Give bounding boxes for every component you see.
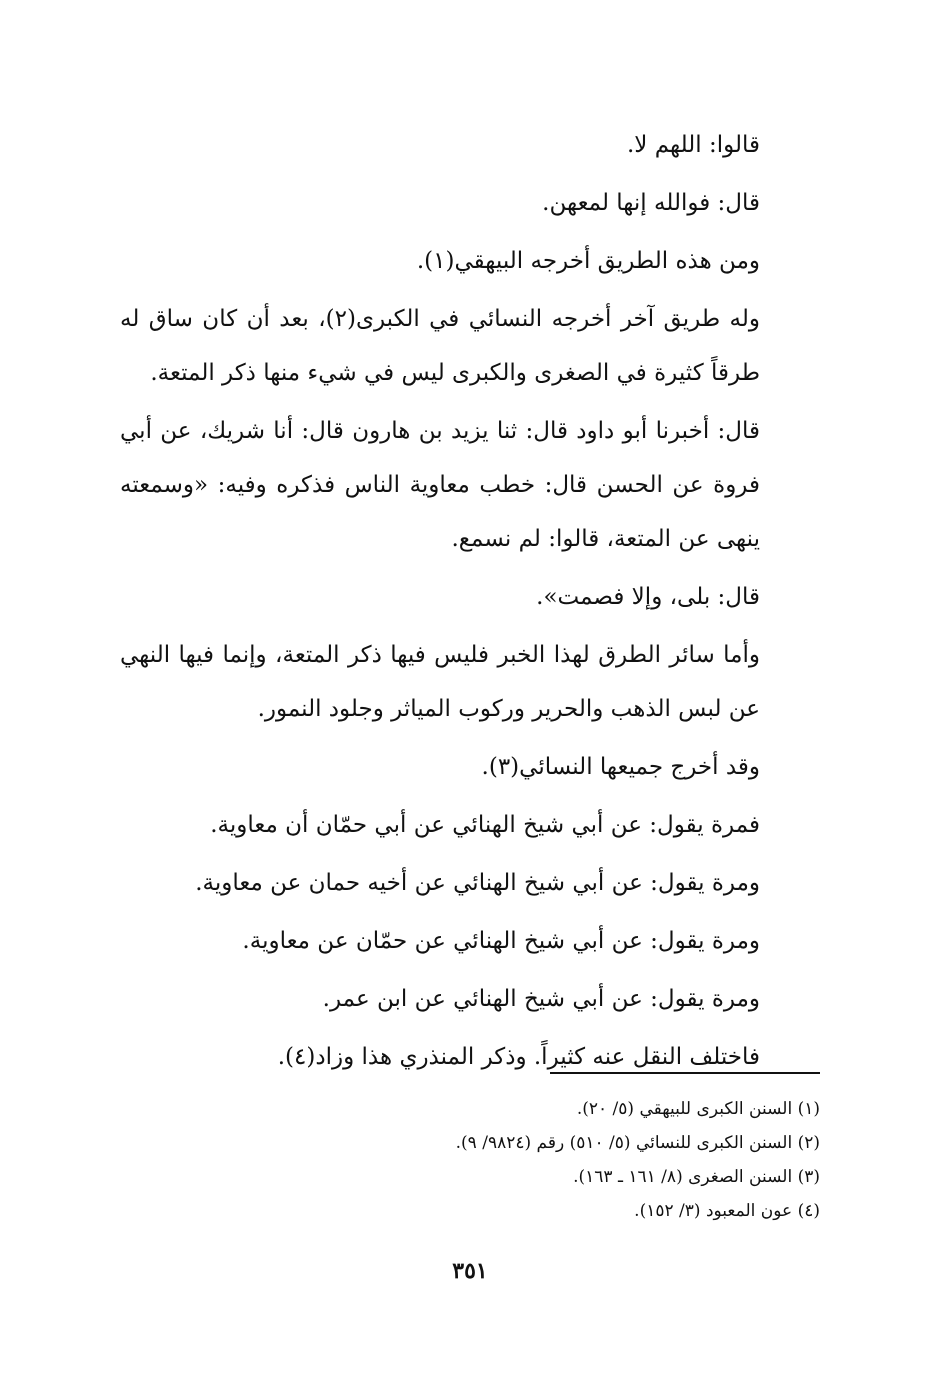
footnote: (١) السنن الكبرى للبيهقي (٥/ ٢٠). bbox=[576, 1099, 820, 1119]
paragraph: قال: أخبرنا أبو داود قال: ثنا يزيد بن هارون قال: أنا شريك، عن أبي فروة عن الحسن قال: خطب معاوية الناس فذكره وفيه: «وسمعته ينهى عن المتعة، قالوا: لم نسمع. bbox=[120, 418, 760, 552]
paragraph: قال: بلى، وإلا فصمت». bbox=[536, 584, 760, 610]
paragraph: وأما سائر الطرق لهذا الخبر فليس فيها ذكر المتعة، وإنما فيها النهي عن لبس الذهب والحرير وركوب المياثر وجلود النمور. bbox=[120, 642, 760, 722]
paragraph: ومن هذه الطريق أخرجه البيهقي(١). bbox=[416, 248, 760, 274]
footnote: (٤) عون المعبود (٣/ ١٥٢). bbox=[634, 1201, 820, 1221]
paragraph: فاختلف النقل عنه كثيراً. وذكر المنذري هذا وزاد(٤). bbox=[277, 1044, 760, 1070]
paragraph: قالوا: اللهم لا. bbox=[626, 132, 760, 158]
paragraph: فمرة يقول: عن أبي شيخ الهنائي عن أبي حمّان أن معاوية. bbox=[210, 812, 760, 838]
paragraph: قال: فوالله إنها لمعهن. bbox=[542, 190, 760, 216]
page-number: ٣٥١ bbox=[452, 1258, 488, 1284]
footnote: (٢) السنن الكبرى للنسائي (٥/ ٥١٠) رقم (٩٨٢٤/ ٩). bbox=[455, 1133, 820, 1153]
footnote-divider bbox=[550, 1072, 820, 1074]
paragraph: ومرة يقول: عن أبي شيخ الهنائي عن حمّان عن معاوية. bbox=[242, 928, 760, 954]
paragraph: ومرة يقول: عن أبي شيخ الهنائي عن أخيه حمان عن معاوية. bbox=[195, 870, 760, 896]
footnote: (٣) السنن الصغرى (٨/ ١٦١ ـ ١٦٣). bbox=[573, 1167, 820, 1187]
paragraph: وقد أخرج جميعها النسائي(٣). bbox=[481, 754, 760, 780]
main-text bbox=[120, 118, 820, 1088]
paragraph: ومرة يقول: عن أبي شيخ الهنائي عن ابن عمر. bbox=[322, 986, 760, 1012]
paragraph: وله طريق آخر أخرجه النسائي في الكبرى(٢)، بعد أن كان ساق له طرقاً كثيرة في الصغرى والكبرى ليس في شيء منها ذكر المتعة. bbox=[120, 306, 760, 386]
footnotes bbox=[220, 1092, 820, 1228]
